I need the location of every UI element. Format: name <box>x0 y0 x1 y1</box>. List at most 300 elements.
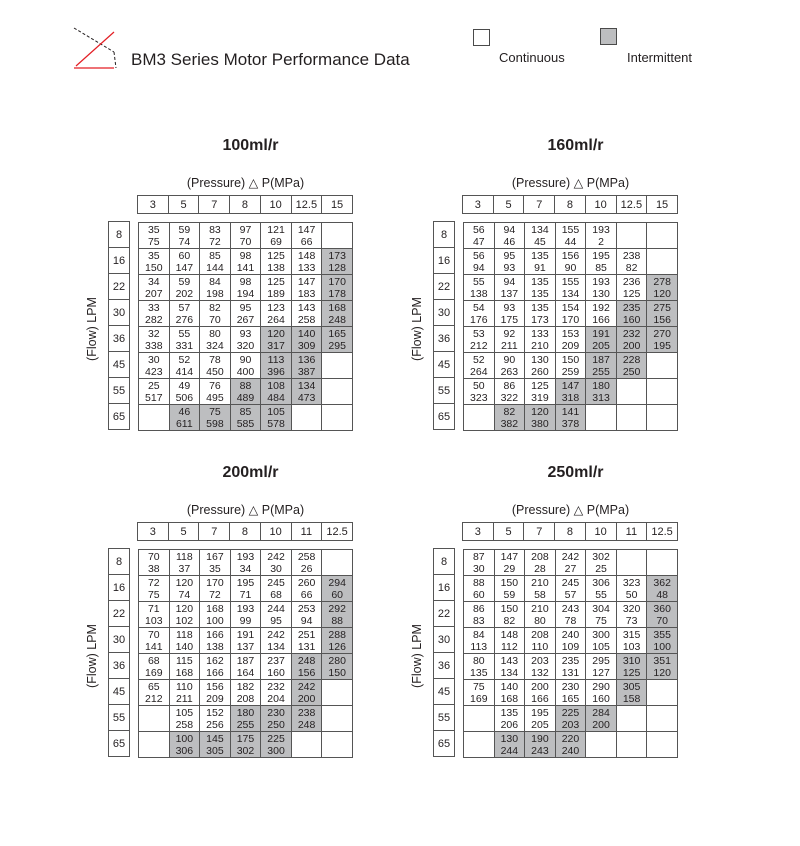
speed-value: 72 <box>209 588 221 601</box>
torque-value: 35 <box>147 223 160 236</box>
table-cell <box>200 301 231 327</box>
speed-value: 211 <box>500 339 518 352</box>
speed-value: 70 <box>239 235 252 248</box>
table-cell <box>169 576 200 602</box>
speed-value: 71 <box>239 588 252 601</box>
speed-value: 263 <box>500 365 519 378</box>
speed-value: 195 <box>653 339 671 352</box>
torque-value: 173 <box>328 249 346 262</box>
table-cell <box>200 680 231 706</box>
torque-value: 168 <box>328 301 346 314</box>
table-cell <box>555 301 586 327</box>
table-cell <box>291 249 322 275</box>
table-cell <box>616 223 647 249</box>
speed-value: 140 <box>175 640 194 653</box>
speed-value: 158 <box>622 692 641 705</box>
table-cell <box>555 379 586 405</box>
table-cell <box>230 275 261 301</box>
torque-value: 147 <box>297 275 316 288</box>
speed-value: 168 <box>175 666 194 679</box>
speed-value: 130 <box>592 287 610 300</box>
torque-value: 193 <box>236 602 255 615</box>
torque-value: 82 <box>503 405 516 418</box>
speed-value: 94 <box>300 614 313 627</box>
torque-value: 75 <box>209 405 221 418</box>
torque-value: 150 <box>500 602 519 615</box>
table-cell <box>525 628 556 654</box>
pressure-header-cell: 10 <box>260 522 292 541</box>
pressure-header-cell: 7 <box>198 195 230 214</box>
legend-intermittent-label: Intermittent <box>627 50 693 65</box>
table-cell <box>494 249 525 275</box>
flow-header-cell: 45 <box>433 678 455 705</box>
table-cell <box>586 275 617 301</box>
table-cell <box>586 379 617 405</box>
pressure-header-cell: 12.5 <box>291 195 323 214</box>
speed-value: 323 <box>470 391 488 404</box>
speed-value: 160 <box>267 666 285 679</box>
torque-value: 140 <box>500 680 519 693</box>
torque-value: 80 <box>472 654 485 667</box>
speed-value: 150 <box>145 261 163 274</box>
speed-value: 320 <box>236 339 255 352</box>
table-cell <box>291 327 322 353</box>
table-cell <box>555 275 586 301</box>
speed-value: 414 <box>175 365 194 378</box>
table-cell <box>494 602 525 628</box>
table-cell <box>291 732 322 758</box>
speed-value: 170 <box>561 313 580 326</box>
torque-value: 292 <box>328 602 346 615</box>
table-cell <box>261 576 292 602</box>
torque-value: 242 <box>561 550 580 563</box>
torque-value: 153 <box>561 327 580 340</box>
speed-value: 305 <box>206 744 224 757</box>
speed-value: 70 <box>656 614 669 627</box>
speed-value: 75 <box>147 588 160 601</box>
torque-value: 93 <box>239 327 252 340</box>
flow-header-cell: 65 <box>108 403 130 430</box>
table-row <box>464 327 678 353</box>
table-cell <box>139 628 170 654</box>
torque-value: 203 <box>531 654 549 667</box>
torque-value: 260 <box>297 576 316 589</box>
table-cell <box>647 680 678 706</box>
torque-value: 278 <box>653 275 671 288</box>
speed-value: 137 <box>236 640 255 653</box>
torque-value: 232 <box>267 680 285 693</box>
speed-value: 137 <box>500 287 519 300</box>
table-cell <box>464 249 495 275</box>
torque-value: 52 <box>472 353 485 366</box>
table-row <box>139 353 353 379</box>
torque-value: 105 <box>175 706 194 719</box>
torque-value: 320 <box>622 602 641 615</box>
torque-value: 170 <box>206 576 224 589</box>
table-row <box>464 550 678 576</box>
speed-value: 267 <box>236 313 255 326</box>
flow-header-cell: 8 <box>433 221 455 248</box>
torque-value: 150 <box>500 576 519 589</box>
table-cell <box>586 301 617 327</box>
table-cell <box>586 602 617 628</box>
speed-value: 212 <box>145 692 163 705</box>
speed-value: 28 <box>534 562 546 575</box>
speed-value: 68 <box>270 588 282 601</box>
speed-value: 88 <box>331 614 344 627</box>
speed-value: 66 <box>300 588 313 601</box>
torque-value: 192 <box>592 301 610 314</box>
table-cell <box>525 706 556 732</box>
speed-value: 47 <box>472 235 485 248</box>
table-cell <box>230 654 261 680</box>
speed-value: 168 <box>500 692 519 705</box>
table-cell <box>525 223 556 249</box>
speed-value: 55 <box>595 588 607 601</box>
table-row <box>464 576 678 602</box>
torque-value: 130 <box>531 353 549 366</box>
speed-value: 138 <box>470 287 488 300</box>
torque-value: 118 <box>175 628 193 641</box>
table-cell <box>169 275 200 301</box>
torque-value: 84 <box>472 628 485 641</box>
table-cell <box>464 275 495 301</box>
torque-value: 235 <box>622 301 641 314</box>
speed-value: 69 <box>270 235 282 248</box>
table-cell <box>555 550 586 576</box>
table-cell <box>555 576 586 602</box>
torque-value: 284 <box>592 706 610 719</box>
speed-value: 58 <box>534 588 546 601</box>
table-cell <box>555 405 586 431</box>
table-cell <box>464 576 495 602</box>
torque-value: 52 <box>178 353 191 366</box>
page-title: BM3 Series Motor Performance Data <box>131 50 410 69</box>
torque-value: 145 <box>206 732 224 745</box>
torque-value: 306 <box>592 576 610 589</box>
flow-axis-label: (Flow) LPM <box>84 297 99 361</box>
table-cell <box>494 550 525 576</box>
speed-value: 100 <box>653 640 671 653</box>
speed-value: 127 <box>592 666 610 679</box>
speed-value: 489 <box>236 391 255 404</box>
table-row <box>139 249 353 275</box>
torque-value: 362 <box>653 576 671 589</box>
table-cell <box>464 301 495 327</box>
table-row <box>139 379 353 405</box>
table-row <box>139 602 353 628</box>
table-cell <box>494 223 525 249</box>
torque-value: 230 <box>267 706 285 719</box>
speed-value: 317 <box>267 339 285 352</box>
torque-value: 97 <box>239 223 252 236</box>
torque-value: 251 <box>297 628 316 641</box>
table-row <box>464 706 678 732</box>
table-row <box>464 602 678 628</box>
torque-value: 118 <box>175 550 193 563</box>
flow-header-cell: 30 <box>108 626 130 653</box>
torque-value: 210 <box>531 576 549 589</box>
torque-value: 68 <box>147 654 160 667</box>
table-row <box>464 353 678 379</box>
torque-value: 355 <box>653 628 671 641</box>
torque-value: 225 <box>561 706 580 719</box>
table-cell <box>230 301 261 327</box>
speed-value: 35 <box>209 562 221 575</box>
speed-value: 423 <box>145 365 163 378</box>
performance-table <box>463 549 678 758</box>
table-cell <box>464 706 495 732</box>
table-cell <box>586 353 617 379</box>
flow-header-cell: 22 <box>108 273 130 300</box>
flow-axis-label: (Flow) LPM <box>409 297 424 361</box>
torque-value: 238 <box>622 249 641 262</box>
torque-value: 156 <box>206 680 224 693</box>
torque-value: 193 <box>236 550 255 563</box>
table-cell <box>200 405 231 431</box>
torque-value: 120 <box>175 576 194 589</box>
torque-value: 195 <box>236 576 255 589</box>
pressure-axis-label: (Pressure) △ P(MPa) <box>511 503 630 517</box>
table-cell <box>139 680 170 706</box>
performance-table <box>463 222 678 431</box>
torque-value: 130 <box>500 732 519 745</box>
table-cell <box>230 732 261 758</box>
table-cell <box>464 223 495 249</box>
speed-value: 300 <box>267 744 285 757</box>
table-cell <box>555 732 586 758</box>
torque-value: 148 <box>297 249 316 262</box>
flow-header-cell: 16 <box>108 247 130 274</box>
pressure-header-cell: 3 <box>137 195 169 214</box>
torque-value: 360 <box>653 602 671 615</box>
speed-value: 75 <box>147 235 160 248</box>
speed-value: 141 <box>236 261 255 274</box>
chart-title: 160ml/r <box>547 137 604 154</box>
table-cell <box>291 405 322 431</box>
torque-value: 236 <box>622 275 641 288</box>
table-cell <box>139 602 170 628</box>
speed-value: 120 <box>653 666 671 679</box>
table-cell <box>261 680 292 706</box>
speed-value: 248 <box>328 313 346 326</box>
pressure-header-cell: 12.5 <box>321 522 353 541</box>
table-cell <box>647 353 678 379</box>
speed-value: 166 <box>531 692 549 705</box>
torque-value: 140 <box>297 327 316 340</box>
flow-header-cell: 55 <box>433 704 455 731</box>
speed-value: 120 <box>653 287 671 300</box>
table-cell <box>525 602 556 628</box>
table-row <box>464 654 678 680</box>
torque-value: 168 <box>206 602 224 615</box>
torque-value: 295 <box>592 654 610 667</box>
torque-value: 120 <box>531 405 549 418</box>
torque-value: 57 <box>178 301 191 314</box>
torque-value: 294 <box>328 576 346 589</box>
speed-value: 506 <box>175 391 194 404</box>
chart-title: 250ml/r <box>547 464 604 481</box>
torque-value: 235 <box>561 654 580 667</box>
pressure-header-cell: 5 <box>493 522 525 541</box>
speed-value: 34 <box>239 562 252 575</box>
table-cell <box>525 550 556 576</box>
speed-value: 95 <box>270 614 282 627</box>
speed-value: 80 <box>534 614 546 627</box>
torque-value: 98 <box>239 249 252 262</box>
pressure-header-cell: 3 <box>462 522 494 541</box>
table-cell <box>586 732 617 758</box>
table-cell <box>169 732 200 758</box>
table-cell <box>494 654 525 680</box>
table-cell <box>494 576 525 602</box>
speed-value: 166 <box>206 666 224 679</box>
table-cell <box>230 576 261 602</box>
table-cell <box>261 249 292 275</box>
speed-value: 25 <box>595 562 607 575</box>
torque-value: 72 <box>147 576 160 589</box>
torque-value: 228 <box>622 353 641 366</box>
table-cell <box>169 353 200 379</box>
table-cell <box>555 628 586 654</box>
pressure-header-cell: 5 <box>168 195 200 214</box>
speed-value: 324 <box>206 339 224 352</box>
table-cell <box>261 327 292 353</box>
speed-value: 113 <box>470 640 488 653</box>
table-cell <box>139 654 170 680</box>
torque-value: 225 <box>267 732 285 745</box>
table-cell <box>525 732 556 758</box>
table-cell <box>647 628 678 654</box>
speed-value: 37 <box>178 562 191 575</box>
speed-value: 173 <box>531 313 549 326</box>
table-cell <box>261 405 292 431</box>
speed-value: 160 <box>592 692 610 705</box>
torque-value: 208 <box>531 628 549 641</box>
speed-value: 135 <box>531 287 549 300</box>
torque-value: 78 <box>209 353 221 366</box>
table-cell <box>586 680 617 706</box>
flow-header-cell: 55 <box>108 704 130 731</box>
table-cell <box>291 706 322 732</box>
flow-header-cell: 65 <box>433 730 455 757</box>
speed-value: 103 <box>145 614 163 627</box>
torque-value: 85 <box>209 249 221 262</box>
flow-header-cell: 65 <box>433 403 455 430</box>
torque-value: 113 <box>267 353 285 366</box>
speed-value: 82 <box>625 261 638 274</box>
pressure-axis-label: (Pressure) △ P(MPa) <box>186 176 305 190</box>
speed-value: 82 <box>503 614 516 627</box>
torque-value: 110 <box>175 680 193 693</box>
torque-value: 195 <box>592 249 610 262</box>
table-cell <box>525 275 556 301</box>
torque-value: 148 <box>500 628 519 641</box>
torque-value: 242 <box>267 628 285 641</box>
table-cell <box>139 275 170 301</box>
table-cell <box>555 223 586 249</box>
torque-value: 240 <box>561 628 580 641</box>
table-cell <box>494 706 525 732</box>
table-cell <box>647 654 678 680</box>
torque-value: 120 <box>175 602 194 615</box>
speed-value: 255 <box>592 365 610 378</box>
speed-value: 313 <box>592 391 610 404</box>
pressure-axis-label: (Pressure) △ P(MPa) <box>186 503 305 517</box>
torque-value: 35 <box>147 249 160 262</box>
speed-value: 105 <box>592 640 610 653</box>
table-cell <box>230 223 261 249</box>
pressure-axis-label: (Pressure) △ P(MPa) <box>511 176 630 190</box>
table-cell <box>169 602 200 628</box>
table-cell <box>169 379 200 405</box>
flow-header-cell: 22 <box>433 273 455 300</box>
pressure-header-row <box>463 195 678 214</box>
speed-value: 66 <box>300 235 313 248</box>
torque-value: 200 <box>531 680 549 693</box>
flow-header-cell: 16 <box>433 574 455 601</box>
torque-value: 242 <box>267 550 285 563</box>
speed-value: 309 <box>297 339 316 352</box>
speed-value: 611 <box>175 417 193 430</box>
speed-value: 212 <box>470 339 488 352</box>
legend-continuous-swatch <box>473 29 490 46</box>
speed-value: 169 <box>145 666 163 679</box>
speed-value: 29 <box>503 562 516 575</box>
speed-value: 131 <box>561 666 580 679</box>
table-cell <box>261 602 292 628</box>
table-cell <box>169 628 200 654</box>
speed-value: 484 <box>267 391 285 404</box>
legend-intermittent-swatch <box>600 28 617 45</box>
table-cell <box>586 405 617 431</box>
speed-value: 112 <box>500 640 518 653</box>
torque-value: 208 <box>531 550 549 563</box>
speed-value: 331 <box>175 339 194 352</box>
torque-value: 121 <box>267 223 285 236</box>
speed-value: 99 <box>239 614 252 627</box>
table-cell <box>464 732 495 758</box>
table-cell <box>261 628 292 654</box>
speed-value: 83 <box>472 614 485 627</box>
torque-value: 147 <box>297 223 316 236</box>
table-cell <box>555 602 586 628</box>
speed-value: 206 <box>500 718 519 731</box>
table-cell <box>616 706 647 732</box>
speed-value: 169 <box>470 692 488 705</box>
pressure-header-cell: 10 <box>585 195 617 214</box>
table-cell <box>647 405 678 431</box>
speed-value: 74 <box>178 235 191 248</box>
speed-value: 495 <box>206 391 224 404</box>
torque-value: 46 <box>178 405 191 418</box>
speed-value: 125 <box>622 666 641 679</box>
speed-value: 387 <box>297 365 316 378</box>
table-row <box>139 654 353 680</box>
torque-value: 248 <box>297 654 316 667</box>
torque-value: 258 <box>297 550 316 563</box>
speed-value: 295 <box>328 339 346 352</box>
speed-value: 70 <box>209 313 221 326</box>
table-row <box>139 732 353 758</box>
pressure-header-cell: 8 <box>229 522 261 541</box>
torque-value: 191 <box>592 327 610 340</box>
table-cell <box>230 550 261 576</box>
table-row <box>464 275 678 301</box>
speed-value: 209 <box>561 339 580 352</box>
speed-value: 400 <box>236 365 255 378</box>
table-row <box>139 680 353 706</box>
